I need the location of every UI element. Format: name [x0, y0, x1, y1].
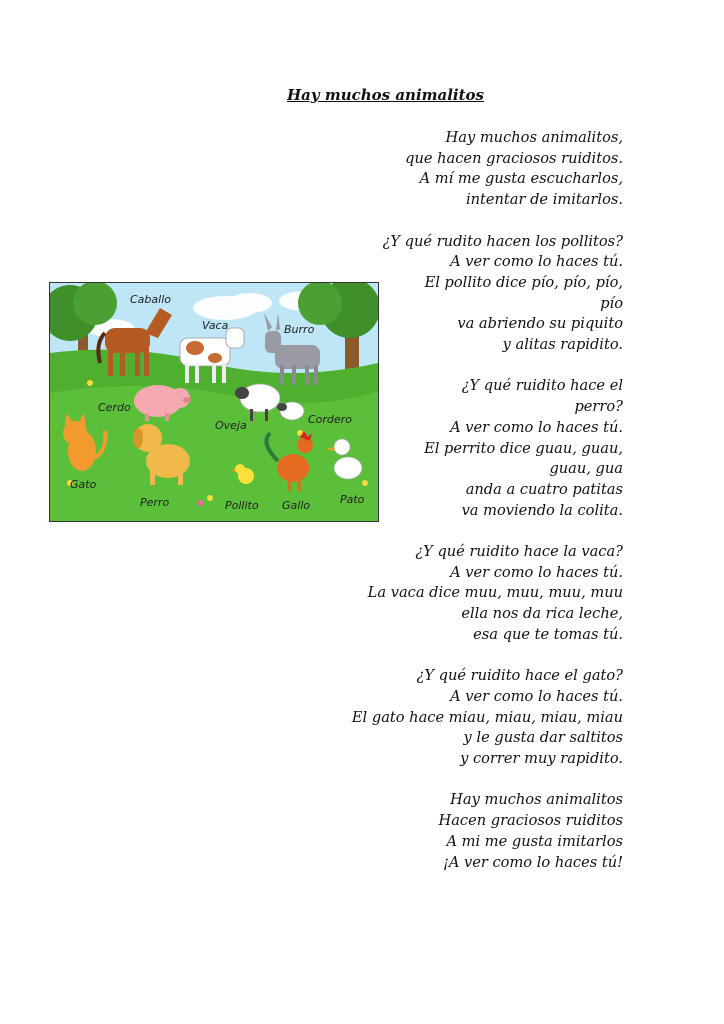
- label-caballo: Caballo: [130, 293, 171, 306]
- poem-line: A mi me gusta imitarlos: [446, 832, 623, 850]
- poem-line: va moviendo la colita.: [461, 501, 623, 519]
- poem-line: El gato hace miau, miau, miau, miau: [351, 708, 623, 726]
- label-burro: Burro: [284, 323, 315, 336]
- poem-line: El perrito dice guau, guau,: [424, 439, 623, 457]
- stanza-gap: [203, 211, 623, 232]
- label-pato: Pato: [340, 493, 365, 506]
- stanza-gap: [203, 356, 623, 377]
- label-vaca: Vaca: [202, 319, 229, 332]
- poem-line: intentar de imitarlos.: [465, 191, 623, 209]
- poem-line: A ver como lo haces tú.: [450, 563, 623, 581]
- label-cerdo: Cerdo: [98, 401, 131, 414]
- poem-title: Hay muchos animalitos: [287, 86, 485, 104]
- poem-line: anda a cuatro patitas: [465, 480, 623, 498]
- poem-line: va abriendo su piquito: [457, 315, 623, 333]
- poem-line: ¿Y qué ruidito hace el: [461, 377, 623, 395]
- poem-line: Hay muchos animalitos,: [445, 129, 623, 146]
- poem-line: Hay muchos animalitos: [450, 791, 623, 809]
- poem-line: El pollito dice pío, pío, pío,: [424, 273, 623, 291]
- poem-line: ¿Y qué rudito hacen los pollitos?: [382, 232, 623, 250]
- label-cordero: Cordero: [308, 413, 352, 426]
- stanza-gap: [203, 770, 623, 791]
- poem-line: A ver como lo haces tú.: [450, 253, 623, 271]
- poem-line: A mí me gusta escucharlos,: [419, 170, 623, 188]
- poem-line: ¿Y qué ruidito hace la vaca?: [415, 543, 623, 561]
- poem-line: ella nos da rica leche,: [461, 605, 623, 623]
- label-gato: Gato: [70, 478, 97, 491]
- poem-line: A ver como lo haces tú.: [450, 687, 623, 705]
- poem-line: perro?: [574, 398, 623, 416]
- poem-line: La vaca dice muu, muu, muu, muu: [367, 584, 623, 602]
- poem-line: A ver como lo haces tú.: [450, 418, 623, 436]
- poem-line: y alitas rapidito.: [502, 336, 623, 354]
- poem-line: ¿Y qué ruidito hace el gato?: [416, 667, 623, 685]
- stanza-gap: [203, 646, 623, 667]
- poem-line: y le gusta dar saltitos: [463, 729, 623, 747]
- poem-line: que hacen graciosos ruiditos.: [405, 149, 623, 167]
- label-oveja: Oveja: [215, 419, 247, 432]
- poem-line: esa que te tomas tú.: [473, 625, 623, 643]
- label-pollito: Pollito: [225, 499, 259, 512]
- poem-line: y correr muy rapidito.: [460, 750, 623, 768]
- poem-body: [203, 128, 623, 873]
- poem-line: ¡A ver como lo haces tú!: [442, 853, 623, 871]
- stanza-gap: [203, 521, 623, 542]
- poem-line: pío: [600, 294, 623, 312]
- poem-line: guau, gua: [549, 460, 623, 478]
- label-gallo: Gallo: [282, 499, 311, 512]
- poem-line: Hacen graciosos ruiditos: [438, 812, 623, 830]
- label-perro: Perro: [140, 496, 170, 509]
